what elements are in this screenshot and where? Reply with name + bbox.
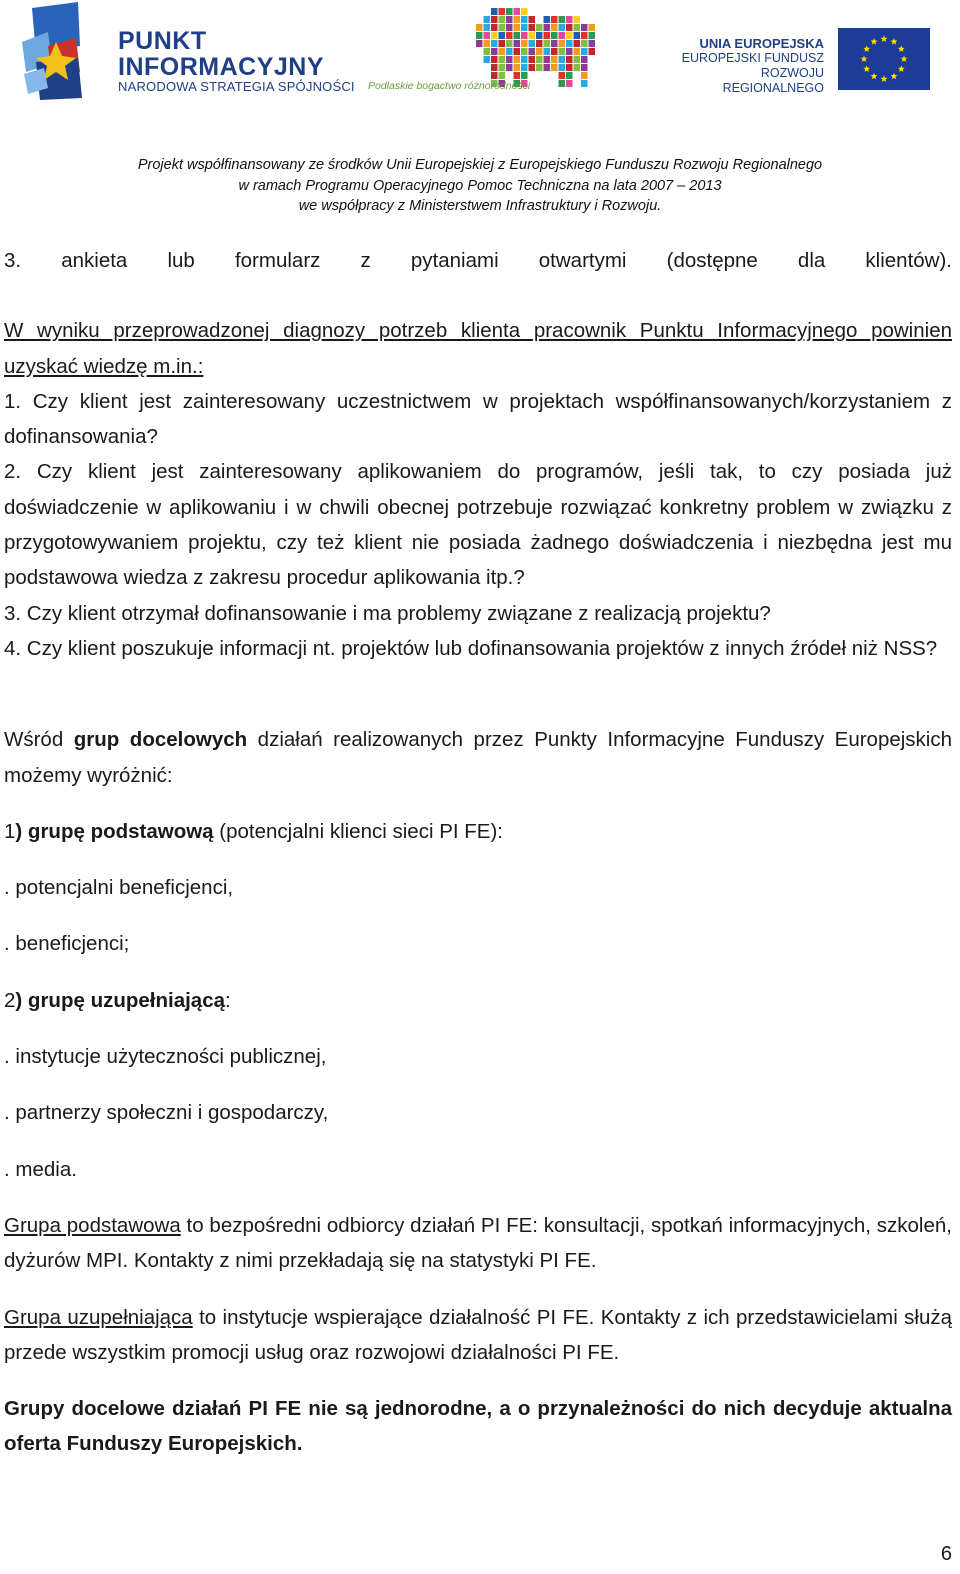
bison-tile — [566, 16, 573, 23]
bison-tile — [559, 40, 566, 47]
bison-tile — [559, 48, 566, 55]
bison-tile — [574, 24, 581, 31]
bison-tile — [574, 32, 581, 39]
podlaskie-tagline: Podlaskie bogactwo różnorodności — [368, 80, 531, 92]
bison-tile — [581, 40, 588, 47]
bison-tile — [506, 32, 513, 39]
diagnosis-intro: W wyniku przeprowadzonej diagnozy potrzeb klienta pracownik Punktu Informacyjnego powinien uzyskać wiedzę m.in.: — [4, 319, 952, 378]
bison-tile — [566, 56, 573, 63]
question-3: 3. Czy klient otrzymał dofinansowanie i ma problemy związane z realizacją projektu? — [4, 601, 771, 625]
bison-tile — [551, 24, 558, 31]
header-logo-bar — [0, 0, 960, 110]
bison-tile — [514, 72, 521, 79]
bison-tile — [491, 8, 498, 15]
bison-tile — [544, 56, 551, 63]
eu-fund-label: UNIA EUROPEJSKA EUROPEJSKI FUNDUSZ ROZWOJU REGIONALNEGO — [681, 36, 824, 95]
bison-tile — [529, 32, 536, 39]
bison-tile — [514, 16, 521, 23]
bison-tile — [581, 64, 588, 71]
bison-tile — [551, 40, 558, 47]
cofinancing-line-3: we współpracy z Ministerstwem Infrastruktury i Rozwoju. — [298, 198, 662, 214]
bison-tile — [514, 40, 521, 47]
bison-tile — [499, 32, 506, 39]
bison-tile — [589, 24, 596, 31]
bison-tile — [484, 32, 491, 39]
bison-tile — [529, 64, 536, 71]
bison-tile — [514, 64, 521, 71]
bison-tile — [544, 32, 551, 39]
punkt-informacyjny-logo — [18, 2, 355, 100]
bison-tile — [521, 16, 528, 23]
bison-tile — [514, 32, 521, 39]
bison-tile — [484, 48, 491, 55]
bison-tile — [491, 16, 498, 23]
bison-tile — [506, 24, 513, 31]
bison-tile — [499, 40, 506, 47]
nss-star-icon — [18, 2, 100, 100]
cofinancing-line-2: w ramach Programu Operacyjnego Pomoc Techniczna na lata 2007 – 2013 — [238, 177, 722, 194]
bison-tile — [499, 72, 506, 79]
bison-tile — [566, 24, 573, 31]
bison-tile — [506, 56, 513, 63]
bison-tile — [536, 32, 543, 39]
group-2-item: . instytucje użyteczności publicznej, — [4, 1045, 327, 1069]
bison-tile — [521, 64, 528, 71]
bison-tile — [514, 48, 521, 55]
bison-tile — [589, 40, 596, 47]
bison-tile — [544, 64, 551, 71]
bison-tile — [559, 16, 566, 23]
bison-tile — [491, 24, 498, 31]
bison-tile — [514, 56, 521, 63]
bison-tile — [499, 64, 506, 71]
target-groups-intro: Wśród grup docelowych działań realizowanych przez Punkty Informacyjne Funduszy Europejskich możemy wyróżnić: — [4, 728, 953, 787]
bison-tile — [491, 48, 498, 55]
bison-tile — [506, 40, 513, 47]
bison-tile — [536, 64, 543, 71]
bison-tile — [589, 48, 596, 55]
cofinancing-note — [0, 155, 960, 217]
bison-tile — [559, 32, 566, 39]
bison-tile — [476, 32, 483, 39]
bison-tile — [574, 64, 581, 71]
bison-tile — [574, 16, 581, 23]
bison-tile — [521, 32, 528, 39]
bison-tile — [566, 72, 573, 79]
bison-tile — [551, 16, 558, 23]
bison-tile — [581, 32, 588, 39]
bison-tile — [506, 16, 513, 23]
group-1-item: . potencjalni beneficjenci, — [4, 876, 234, 900]
bison-tile — [499, 8, 506, 15]
bison-tile — [499, 24, 506, 31]
bison-tile — [536, 56, 543, 63]
bison-tile — [491, 64, 498, 71]
bison-tile — [559, 56, 566, 63]
bison-tile — [484, 40, 491, 47]
bison-tile — [566, 32, 573, 39]
bison-tile — [581, 80, 588, 87]
bison-tile — [536, 24, 543, 31]
bison-tile — [551, 48, 558, 55]
bison-tile — [491, 40, 498, 47]
bison-tile — [521, 40, 528, 47]
bison-tile — [499, 56, 506, 63]
bison-tile — [476, 40, 483, 47]
bison-tile — [521, 72, 528, 79]
bison-tile — [529, 24, 536, 31]
bison-tile — [476, 24, 483, 31]
bison-tile — [581, 72, 588, 79]
bison-tile — [544, 40, 551, 47]
bison-tile — [559, 24, 566, 31]
bison-tile — [544, 16, 551, 23]
bison-tile — [499, 48, 506, 55]
bison-tile — [514, 8, 521, 15]
bison-tile — [499, 16, 506, 23]
bison-tile — [521, 56, 528, 63]
bison-tile — [574, 48, 581, 55]
bison-tile — [514, 24, 521, 31]
bison-mosaic-icon — [476, 8, 600, 90]
target-groups-conclusion: Grupy docelowe działań PI FE nie są jednorodne, a o przynależności do nich decyduje aktualna oferta Funduszy Europejskich. — [4, 1397, 952, 1456]
bison-tile — [566, 40, 573, 47]
bison-tile — [506, 48, 513, 55]
bison-tile — [574, 40, 581, 47]
bison-tile — [484, 16, 491, 23]
bison-tile — [544, 24, 551, 31]
question-1: 1. Czy klient jest zainteresowany uczestnictwem w projektach współfinansowanych/korzystaniem z dofinansowania? — [4, 389, 952, 449]
basic-group-description: Grupa podstawowa to bezpośredni odbiorcy działań PI FE: konsultacji, spotkań informacyjnych, szkoleń, dyżurów MPI. Kontakty z nimi przekładają się na statystyki PI FE. — [4, 1213, 952, 1273]
list-item-3: 3. ankieta lub formularz z pytaniami otwartymi (dostępne dla klientów). — [4, 249, 952, 272]
bison-tile — [551, 64, 558, 71]
bison-tile — [529, 16, 536, 23]
bison-tile — [581, 24, 588, 31]
bison-tile — [559, 64, 566, 71]
bison-tile — [566, 48, 573, 55]
page-number: 6 — [940, 1543, 952, 1565]
bison-tile — [581, 48, 588, 55]
cofinancing-line-1: Projekt współfinansowany ze środków Unii Europejskiej z Europejskiego Funduszu Rozwoju Regionalnego — [137, 157, 823, 173]
bison-tile — [589, 32, 596, 39]
bison-tile — [551, 56, 558, 63]
group-1-item: . beneficjenci; — [4, 932, 130, 956]
bison-tile — [559, 72, 566, 79]
pi-logo-subtitle: NARODOWA STRATEGIA SPÓJNOŚCI — [118, 79, 355, 94]
bison-tile — [536, 48, 543, 55]
bison-tile — [551, 32, 558, 39]
bison-tile — [566, 64, 573, 71]
group-2-heading: 2) grupę uzupełniającą: — [4, 988, 231, 1012]
bison-tile — [521, 24, 528, 31]
group-1-heading: 1) grupę podstawową (potencjalni klienci sieci PI FE): — [4, 819, 503, 843]
bison-tile — [559, 80, 566, 87]
bison-tile — [521, 8, 528, 15]
question-4: 4. Czy klient poszukuje informacji nt. projektów lub dofinansowania projektów z innych źródeł niż NSS? — [4, 636, 938, 660]
eu-flag-icon — [838, 28, 930, 90]
bison-tile — [544, 48, 551, 55]
bison-tile — [484, 56, 491, 63]
bison-tile — [566, 80, 573, 87]
bison-tile — [506, 64, 513, 71]
bison-tile — [581, 56, 588, 63]
bison-tile — [521, 48, 528, 55]
pi-logo-title: PUNKT INFORMACYJNY — [118, 27, 325, 81]
group-2-item: . media. — [4, 1157, 77, 1181]
bison-tile — [529, 48, 536, 55]
bison-tile — [574, 56, 581, 63]
podlaskie-logo — [366, 8, 606, 100]
question-2: 2. Czy klient jest zainteresowany aplikowaniem do programów, jeśli tak, to czy posiada już doświadczenie w aplikowaniu i w chwili obecnej potrzebuje rozwiązać konkretny problem w związku z przygotowywaniem projektu, czy też klient nie posiada żadnego doświadczenia i niezbędna jest mu podstawowa wiedza z zakresu procedur aplikowania itp.? — [4, 460, 952, 590]
supplementary-group-description: Grupa uzupełniająca to instytucje wspierające działalność PI FE. Kontakty z ich przedstawicielami służą przede wszystkim promocji usług oraz rozwojowi działalności PI FE. — [4, 1305, 953, 1364]
bison-tile — [484, 24, 491, 31]
bison-tile — [491, 56, 498, 63]
group-2-item: . partnerzy społeczni i gospodarczy, — [4, 1101, 329, 1125]
bison-tile — [491, 32, 498, 39]
bison-tile — [491, 72, 498, 79]
document-body — [4, 243, 952, 1462]
bison-tile — [529, 56, 536, 63]
bison-tile — [506, 8, 513, 15]
bison-tile — [536, 40, 543, 47]
bison-tile — [529, 40, 536, 47]
